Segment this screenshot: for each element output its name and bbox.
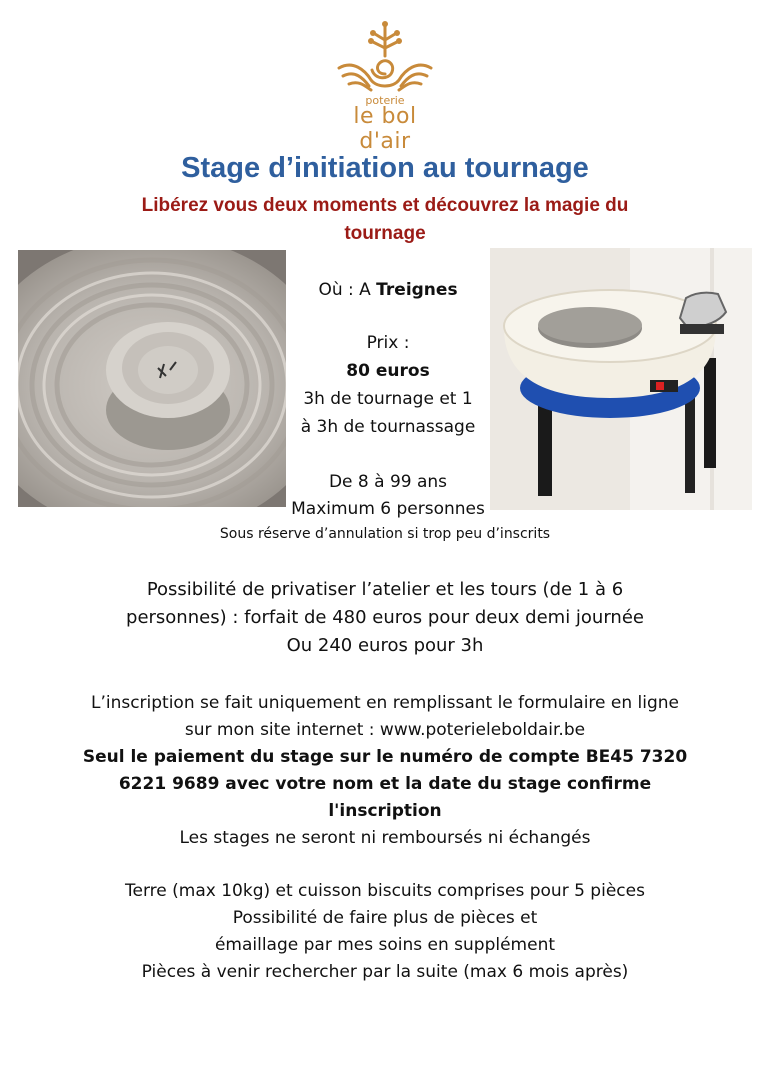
pottery-wheel-photo [18, 250, 286, 507]
location-prefix: Où : A [318, 280, 377, 300]
location-name: Treignes [376, 280, 458, 300]
materials-line: émaillage par mes soins en supplément [214, 935, 556, 955]
materials-line: Terre (max 10kg) et cuisson biscuits comprises pour 5 pièces [125, 881, 645, 901]
refund-policy: Les stages ne seront ni remboursés ni échangés [179, 828, 591, 848]
price-label: Prix : [366, 333, 410, 353]
private-line: Possibilité de privatiser l’atelier et les tours (de 1 à 6 [146, 579, 624, 600]
private-section [0, 576, 770, 660]
private-line: Ou 240 euros pour 3h [286, 635, 484, 656]
logo-main-text: le bol d'air [353, 104, 417, 154]
registration-section [0, 690, 770, 852]
registration-line: sur mon site internet : www.poterieleboldair.be [184, 720, 586, 740]
pottery-hands-icon [325, 18, 445, 98]
registration-line: L’inscription se fait uniquement en remplissant le formulaire en ligne [90, 693, 680, 713]
payment-line: l'inscription [328, 801, 442, 821]
private-line: personnes) : forfait de 480 euros pour deux demi journée [126, 607, 644, 628]
payment-line: 6221 9689 avec votre nom et la date du stage confirme [118, 774, 652, 794]
subtitle-line: Libérez vous deux moments et découvrez la magie du [141, 195, 629, 216]
location [286, 280, 490, 300]
materials-line: Pièces à venir rechercher par la suite (max 6 mois après) [141, 962, 629, 982]
electric-wheel-photo [490, 248, 752, 510]
logo-small-text: poterie [365, 94, 405, 107]
payment-line: Seul le paiement du stage sur le numéro de compte BE45 7320 [82, 747, 688, 767]
max-participants: Maximum 6 personnes [291, 499, 485, 519]
duration-line: à 3h de tournassage [300, 417, 476, 437]
price-value: 80 euros [346, 361, 430, 381]
cancellation-note: Sous réserve d’annulation si trop peu d’inscrits [219, 526, 551, 542]
materials-section [0, 878, 770, 986]
duration-line: 3h de tournage et 1 [303, 389, 473, 409]
subtitle-line: tournage [344, 223, 426, 244]
subtitle [110, 192, 660, 248]
materials-line: Possibilité de faire plus de pièces et [232, 908, 538, 928]
age-range: De 8 à 99 ans [328, 472, 448, 492]
logo [325, 18, 445, 154]
page-title: Stage d’initiation au tournage [181, 152, 589, 184]
